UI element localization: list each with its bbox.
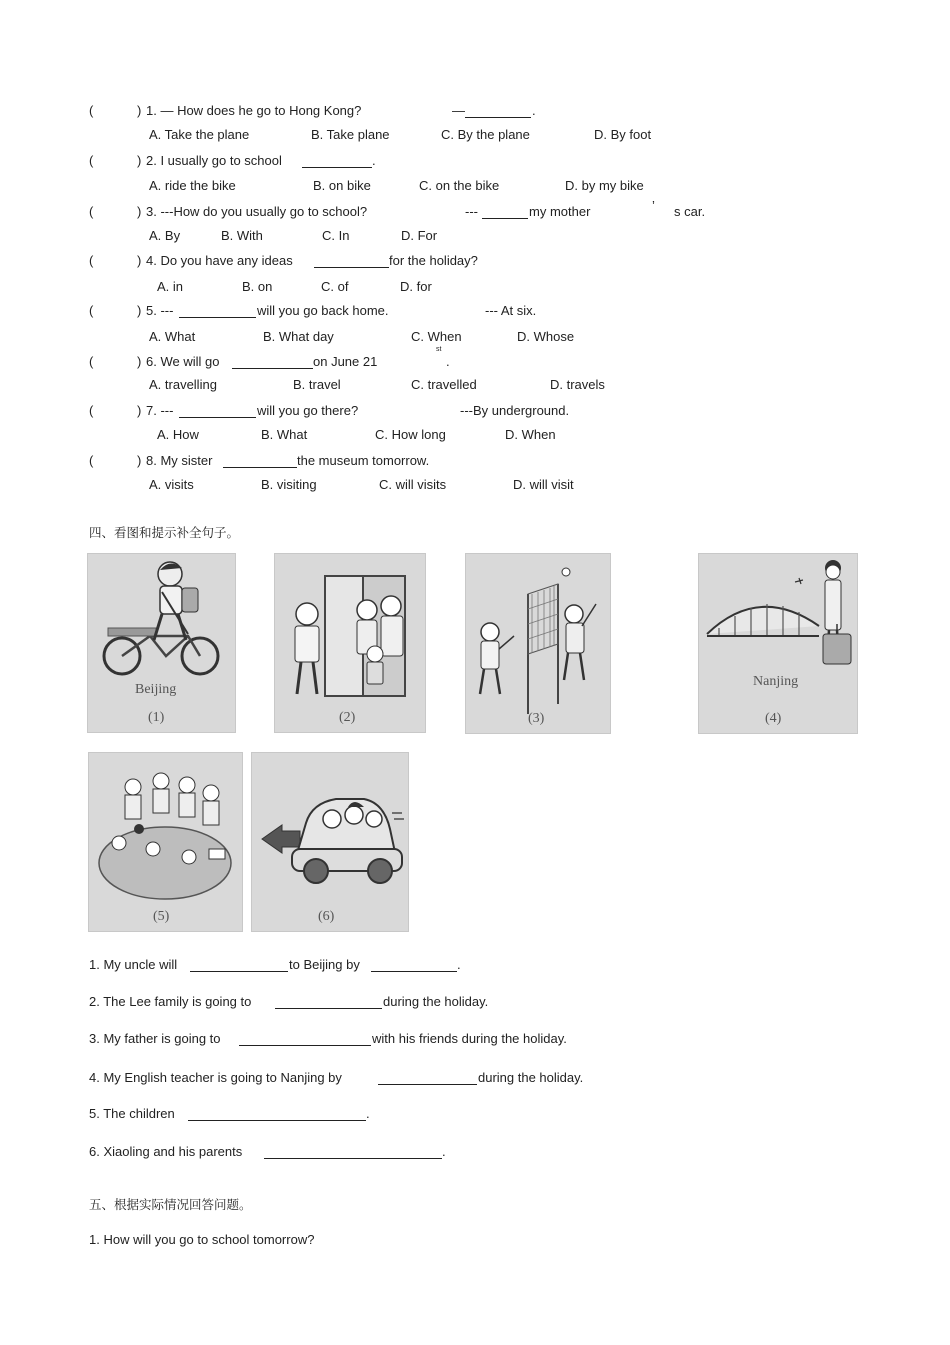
sentence-3-start: 3. My father is going to (89, 1031, 221, 1046)
traveller-illustration (699, 554, 857, 733)
option-d[interactable]: D. will visit (513, 477, 574, 492)
sentence-5-start: 5. The children (89, 1106, 175, 1121)
sentence-4-start: 4. My English teacher is going to Nanjing by (89, 1070, 342, 1085)
sentence-5-end: . (366, 1106, 370, 1121)
sentence-6-end: . (442, 1144, 446, 1159)
picture-label: (5) (153, 909, 170, 924)
answer-paren-open: ( (89, 303, 94, 318)
question-stem: 8. My sister (146, 453, 213, 468)
option-d[interactable]: D. travels (550, 377, 605, 392)
option-d[interactable]: D. Whose (517, 329, 575, 344)
answer-blank[interactable] (223, 453, 297, 468)
answer-blank[interactable] (371, 957, 457, 972)
picture-label: (3) (528, 711, 545, 726)
picture-children-playing (88, 752, 243, 932)
option-d[interactable]: D. by my bike (565, 178, 644, 193)
answer-paren-close: ) (137, 453, 142, 468)
option-c[interactable]: C. By the plane (441, 127, 530, 142)
question-stem: 2. I usually go to school (146, 153, 282, 168)
children-playing-illustration (89, 753, 242, 931)
picture-label: (1) (148, 710, 165, 725)
answer-blank[interactable] (465, 103, 531, 118)
option-a[interactable]: A. What (149, 329, 196, 344)
option-a[interactable]: A. ride the bike (149, 178, 236, 193)
family-in-car-illustration (252, 753, 408, 931)
answer-paren-open: ( (89, 103, 94, 118)
question-text: will you go there? (257, 403, 359, 418)
option-d[interactable]: D. For (401, 228, 438, 243)
picture-family-at-door (274, 553, 426, 733)
answer-blank[interactable] (482, 204, 528, 219)
option-c[interactable]: C. will visits (379, 477, 447, 492)
sentence-2-start: 2. The Lee family is going to (89, 994, 252, 1009)
answer-blank[interactable] (232, 354, 313, 369)
answer-paren-close: ) (137, 354, 142, 369)
option-c[interactable]: C. In (322, 228, 350, 243)
question-text: the museum tomorrow. (297, 453, 430, 468)
family-at-door-illustration (275, 554, 425, 732)
superscript: st (436, 346, 442, 353)
option-b[interactable]: B. What day (263, 329, 334, 344)
question-dash: --- (465, 204, 478, 219)
answer-blank[interactable] (239, 1031, 371, 1046)
picture-caption: Beijing (135, 682, 177, 697)
question-period: . (446, 354, 450, 369)
apostrophe: ’ (652, 198, 655, 213)
question-text: my mother (529, 204, 591, 219)
option-a[interactable]: A. By (149, 228, 181, 243)
option-b[interactable]: B. Take plane (311, 127, 390, 142)
answer-blank[interactable] (179, 403, 256, 418)
section-title: 五、根据实际情况回答问题。 (89, 1197, 252, 1212)
answer-blank[interactable] (190, 957, 288, 972)
open-question: 1. How will you go to school tomorrow? (89, 1232, 315, 1247)
option-c[interactable]: C. How long (375, 427, 446, 442)
question-answer-hint: --- At six. (485, 303, 537, 318)
sentence-2-end: during the holiday. (383, 994, 489, 1009)
option-c[interactable]: C. When (411, 329, 462, 344)
question-dash: — (452, 103, 465, 118)
answer-paren-open: ( (89, 204, 94, 219)
option-d[interactable]: D. When (505, 427, 556, 442)
question-stem: 7. --- (146, 403, 174, 418)
sentence-1-middle: to Beijing by (289, 957, 360, 972)
answer-blank[interactable] (378, 1070, 477, 1085)
answer-paren-open: ( (89, 153, 94, 168)
option-b[interactable]: B. on (242, 279, 273, 294)
picture-caption: Nanjing (753, 674, 799, 689)
option-b[interactable]: B. travel (293, 377, 341, 392)
question-text: will you go back home. (257, 303, 389, 318)
question-text: for the holiday? (389, 253, 478, 268)
answer-paren-open: ( (89, 453, 94, 468)
option-d[interactable]: D. for (400, 279, 432, 294)
question-text: s car. (674, 204, 706, 219)
answer-blank[interactable] (179, 303, 256, 318)
option-a[interactable]: A. in (157, 279, 184, 294)
question-answer-hint: ---By underground. (460, 403, 570, 418)
question-period: . (372, 153, 376, 168)
picture-label: (2) (339, 710, 356, 725)
option-b[interactable]: B. on bike (313, 178, 371, 193)
answer-blank[interactable] (314, 253, 389, 268)
option-a[interactable]: A. travelling (149, 377, 217, 392)
answer-paren-close: ) (137, 103, 142, 118)
question-period: . (532, 103, 536, 118)
answer-blank[interactable] (275, 994, 382, 1009)
option-b[interactable]: B. With (221, 228, 263, 243)
sentence-1-start: 1. My uncle will (89, 957, 178, 972)
option-a[interactable]: A. Take the plane (149, 127, 250, 142)
answer-paren-close: ) (137, 204, 142, 219)
question-stem: 6. We will go (146, 354, 220, 369)
answer-paren-close: ) (137, 303, 142, 318)
sentence-1-end: . (457, 957, 461, 972)
option-a[interactable]: A. visits (149, 477, 194, 492)
sentence-6-start: 6. Xiaoling and his parents (89, 1144, 243, 1159)
answer-paren-open: ( (89, 354, 94, 369)
section-title: 四、看图和提示补全句子。 (89, 525, 240, 540)
question-stem: 5. --- (146, 303, 174, 318)
option-c[interactable]: C. of (321, 279, 349, 294)
question-text: on June 21 (313, 354, 378, 369)
picture-badminton (465, 553, 611, 734)
boy-on-bike-illustration (88, 554, 235, 732)
option-c[interactable]: C. on the bike (419, 178, 500, 193)
option-b[interactable]: B. What (261, 427, 308, 442)
answer-blank[interactable] (188, 1106, 366, 1121)
sentence-3-end: with his friends during the holiday. (372, 1031, 567, 1046)
answer-blank[interactable] (302, 153, 372, 168)
option-a[interactable]: A. How (157, 427, 199, 442)
option-b[interactable]: B. visiting (261, 477, 317, 492)
answer-blank[interactable] (264, 1144, 442, 1159)
question-stem: 3. ---How do you usually go to school? (146, 204, 368, 219)
picture-traveller-nanjing (698, 553, 858, 734)
picture-family-in-car (251, 752, 409, 932)
question-stem: 4. Do you have any ideas (146, 253, 293, 268)
picture-label: (6) (318, 909, 335, 924)
answer-paren-open: ( (89, 403, 94, 418)
sentence-4-end: during the holiday. (478, 1070, 584, 1085)
badminton-illustration (466, 554, 610, 733)
answer-paren-close: ) (137, 253, 142, 268)
option-d[interactable]: D. By foot (594, 127, 652, 142)
answer-paren-close: ) (137, 153, 142, 168)
question-stem: 1. — How does he go to Hong Kong? (146, 103, 362, 118)
option-c[interactable]: C. travelled (411, 377, 477, 392)
picture-label: (4) (765, 711, 782, 726)
picture-boy-on-bike (87, 553, 236, 733)
answer-paren-close: ) (137, 403, 142, 418)
answer-paren-open: ( (89, 253, 94, 268)
